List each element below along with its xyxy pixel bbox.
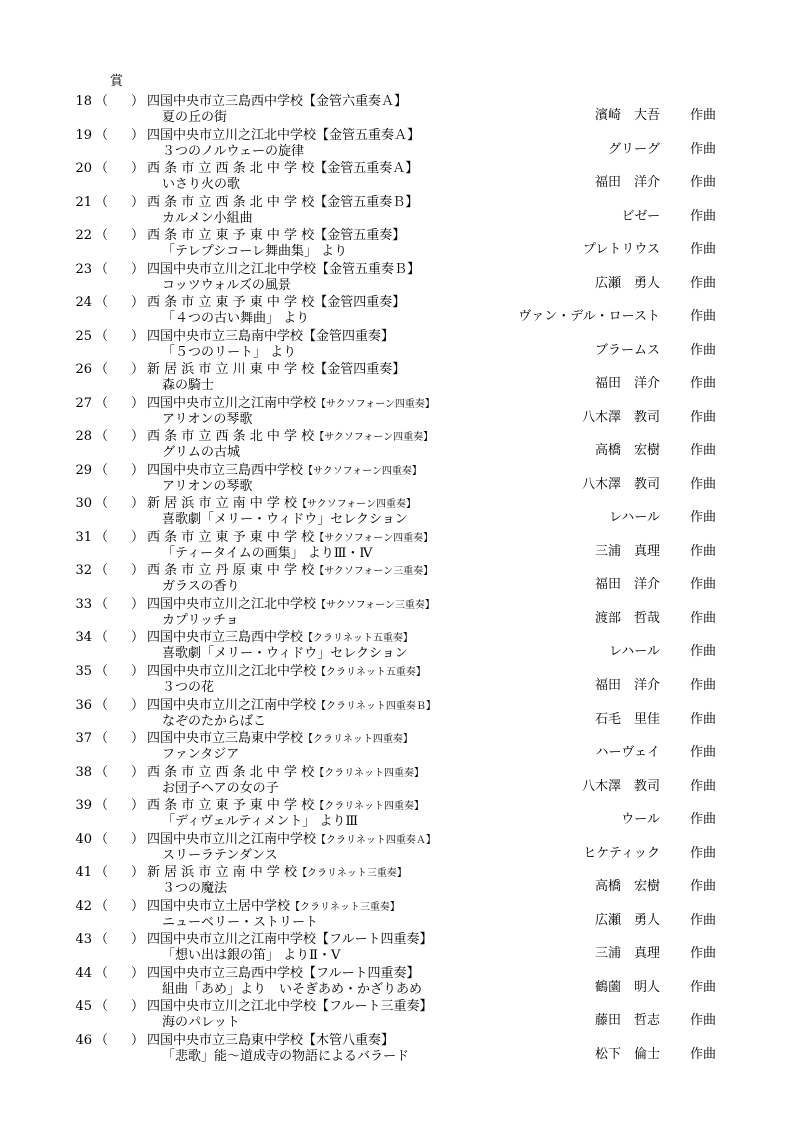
ensemble-type: 【クラリネット三重奏】 <box>297 868 407 880</box>
piece-title: 「ディヴェルティメント」 よりⅢ <box>162 814 359 830</box>
award-paren-open: （ <box>95 228 109 244</box>
composer-name: 広瀬 勇人 <box>594 275 660 291</box>
piece-title: 喜歌劇「メリー・ウィドウ」セレクション <box>162 646 408 662</box>
award-paren-open: （ <box>95 161 109 177</box>
entry-row <box>0 362 794 396</box>
ensemble-type: 【金管五重奏Ｂ】 <box>314 194 419 210</box>
composer-name: 三浦 真理 <box>594 543 660 559</box>
award-paren-open: （ <box>95 932 109 948</box>
school-and-ensemble <box>147 966 420 982</box>
piece-title: 「４つの古い舞曲」 より <box>162 311 310 327</box>
entry-number: 35 <box>75 664 92 679</box>
composer-name: 濱崎 大吾 <box>594 108 660 123</box>
award-paren-open: （ <box>95 563 109 579</box>
entry-number: 28 <box>75 429 92 445</box>
ensemble-type: 【フルート四重奏】 <box>303 965 420 981</box>
school-name: 四国中央市立三島東中学校 <box>147 731 304 747</box>
ensemble-type: 【金管四重奏】 <box>303 328 395 344</box>
school-name: 四国中央市立川之江南中学校 <box>147 697 317 713</box>
award-paren-close: ） <box>131 898 145 914</box>
composer-name: 八木澤 教司 <box>581 409 660 425</box>
award-paren-close: ） <box>131 395 145 411</box>
entry-row <box>0 932 794 966</box>
composer-role: 作曲 <box>690 1046 717 1062</box>
award-paren-close: ） <box>131 965 145 981</box>
ensemble-type: 【クラリネット四重奏】 <box>314 801 425 813</box>
school-and-ensemble <box>147 329 394 345</box>
school-name: 四国中央市立三島西中学校 <box>147 965 304 981</box>
piece-title: ファンタジア <box>162 747 240 763</box>
award-paren-close: ） <box>131 1032 145 1048</box>
school-name: 西 条 市 立 丹 原 東 中 学 校 <box>147 563 315 579</box>
composer-name: 高橋 宏樹 <box>594 879 660 895</box>
piece-title: グリムの古城 <box>162 445 241 461</box>
award-paren-close: ） <box>131 194 145 210</box>
award-paren-close: ） <box>131 932 145 948</box>
entry-number: 25 <box>75 328 92 344</box>
award-paren-open: （ <box>95 831 109 847</box>
school-and-ensemble <box>147 865 407 882</box>
composer-name: 福田 洋介 <box>594 376 660 392</box>
composer-name: 鶴薗 明人 <box>594 979 660 995</box>
school-and-ensemble <box>147 798 424 815</box>
entry-number: 29 <box>75 462 92 478</box>
school-and-ensemble <box>147 262 420 278</box>
award-paren-close: ） <box>131 127 145 143</box>
entry-row <box>0 865 794 899</box>
entry-row <box>0 496 794 530</box>
ensemble-type: 【サクソフォーン三重奏】 <box>316 599 435 611</box>
composer-role: 作曲 <box>690 275 717 291</box>
ensemble-type: 【クラリネット五重奏】 <box>303 633 413 645</box>
award-paren-open: （ <box>95 898 109 914</box>
ensemble-type: 【フルート三重奏】 <box>316 999 433 1015</box>
piece-title: いさり火の歌 <box>162 177 241 193</box>
entry-row <box>0 731 794 765</box>
entry-number: 34 <box>75 630 92 646</box>
composer-role: 作曲 <box>690 879 717 895</box>
composer-role: 作曲 <box>690 476 717 492</box>
award-paren-close: ） <box>131 596 145 612</box>
composer-name: 福田 洋介 <box>594 577 660 593</box>
composer-role: 作曲 <box>690 309 717 325</box>
composer-role: 作曲 <box>690 443 717 459</box>
entry-row <box>0 899 794 933</box>
entry-number: 32 <box>75 563 92 579</box>
composer-role: 作曲 <box>690 342 717 358</box>
school-name: 四国中央市立川之江北中学校 <box>147 261 317 277</box>
ensemble-type: 【金管四重奏】 <box>314 295 406 311</box>
composer-name: プレトリウス <box>582 242 660 258</box>
piece-title: 「５つのリート」 より <box>162 344 297 360</box>
award-paren-close: ） <box>131 462 145 478</box>
piece-title: 組曲「あめ」より いそぎあめ・かざりあめ <box>162 981 423 997</box>
award-paren-open: （ <box>95 529 109 545</box>
piece-title: カルメン小組曲 <box>162 210 253 226</box>
composer-name: 八木澤 教司 <box>581 778 660 794</box>
award-paren-close: ） <box>131 865 145 881</box>
school-and-ensemble <box>147 396 435 413</box>
award-paren-open: （ <box>95 429 109 445</box>
school-and-ensemble <box>147 530 433 547</box>
award-paren-close: ） <box>131 429 145 445</box>
piece-title: ３つの魔法 <box>162 881 228 897</box>
composer-name: 松下 倫士 <box>594 1046 660 1062</box>
entry-row <box>0 966 794 1000</box>
school-name: 四国中央市立川之江南中学校 <box>147 395 317 411</box>
award-paren-close: ） <box>131 999 145 1015</box>
entry-row <box>0 128 794 162</box>
composer-role: 作曲 <box>690 845 717 861</box>
ensemble-type: 【金管五重奏Ｂ】 <box>316 261 421 277</box>
piece-title: ガラスの香り <box>162 579 240 595</box>
entry-number: 20 <box>75 161 92 177</box>
school-name: 四国中央市立三島西中学校 <box>147 630 304 646</box>
composer-name: ヒケティック <box>583 845 660 861</box>
piece-title: お団子ヘアの女の子 <box>162 780 279 796</box>
award-paren-close: ） <box>131 731 145 747</box>
school-and-ensemble <box>147 698 436 715</box>
entry-number: 42 <box>75 898 92 914</box>
school-and-ensemble <box>147 899 400 916</box>
school-name: 西 条 市 立 東 予 東 中 学 校 <box>147 295 315 311</box>
piece-title: ３つの花 <box>162 680 215 695</box>
composer-name: 三浦 真理 <box>594 946 660 962</box>
school-and-ensemble <box>147 195 418 211</box>
school-name: 西 条 市 立 東 予 東 中 学 校 <box>147 798 315 814</box>
entry-number: 26 <box>75 362 92 378</box>
school-name: 四国中央市立土居中学校 <box>147 898 291 914</box>
award-paren-open: （ <box>95 1032 109 1048</box>
composer-role: 作曲 <box>690 376 717 392</box>
composer-name: 福田 洋介 <box>594 175 660 191</box>
school-name: 新 居 浜 市 立 川 東 中 学 校 <box>147 362 315 378</box>
award-paren-close: ） <box>131 161 145 177</box>
school-and-ensemble <box>147 932 433 948</box>
school-and-ensemble <box>147 496 416 513</box>
piece-title: 「テレプシコーレ舞曲集」 より <box>162 244 348 260</box>
entry-row <box>0 1033 794 1067</box>
award-paren-close: ） <box>131 764 145 780</box>
school-and-ensemble <box>147 563 433 580</box>
award-paren-close: ） <box>131 261 145 277</box>
entry-number: 30 <box>75 496 92 512</box>
school-name: 四国中央市立三島南中学校 <box>147 328 304 344</box>
school-and-ensemble <box>147 295 405 311</box>
school-and-ensemble <box>147 664 426 681</box>
composer-role: 作曲 <box>690 577 717 593</box>
award-column-header: 賞 <box>110 74 124 89</box>
piece-title: 「ティータイムの画集」 よりⅢ・Ⅳ <box>162 545 373 561</box>
school-name: 西 条 市 立 東 予 東 中 学 校 <box>147 228 315 244</box>
school-name: 西 条 市 立 西 条 北 中 学 校 <box>147 429 315 445</box>
award-paren-close: ） <box>131 798 145 814</box>
entry-row <box>0 195 794 229</box>
school-name: 四国中央市立三島西中学校 <box>147 94 304 109</box>
entry-row <box>0 698 794 732</box>
piece-title: コッツウォルズの風景 <box>162 277 291 293</box>
award-paren-close: ） <box>131 664 145 679</box>
composer-role: 作曲 <box>690 610 717 626</box>
school-and-ensemble <box>147 1033 394 1049</box>
entry-number: 43 <box>75 932 92 948</box>
entry-row <box>0 429 794 463</box>
composer-role: 作曲 <box>690 543 717 559</box>
composer-role: 作曲 <box>690 1013 717 1029</box>
ensemble-type: 【サクソフォーン四重奏】 <box>316 398 435 410</box>
composer-role: 作曲 <box>690 208 717 224</box>
composer-name: 渡部 哲哉 <box>594 610 660 626</box>
entry-number: 19 <box>75 127 92 143</box>
piece-title: スリーラテンダンス <box>162 847 278 863</box>
entry-number: 41 <box>75 865 92 881</box>
piece-title: 「想い出は銀の笛」 よりⅡ・Ⅴ <box>162 948 341 964</box>
piece-title: 海のパレット <box>162 1015 240 1031</box>
entry-row <box>0 262 794 296</box>
ensemble-type: 【クラリネット四重奏】 <box>303 734 413 746</box>
entry-number: 45 <box>75 999 92 1015</box>
ensemble-type: 【金管五重奏Ａ】 <box>314 161 419 177</box>
award-paren-open: （ <box>95 295 109 311</box>
award-paren-open: （ <box>95 127 109 143</box>
entry-row <box>0 94 794 128</box>
piece-title: アリオンの琴歌 <box>162 478 253 494</box>
composer-name: ビゼー <box>621 208 660 224</box>
composer-name: グリーグ <box>607 141 660 157</box>
award-paren-open: （ <box>95 496 109 512</box>
ensemble-type: 【クラリネット四重奏Ａ】 <box>316 834 436 846</box>
composer-name: ブラームス <box>594 342 660 358</box>
composer-name: ウール <box>621 812 660 828</box>
ensemble-type: 【クラリネット四重奏Ｂ】 <box>316 700 436 712</box>
entry-number: 36 <box>75 697 92 713</box>
piece-title: ニューベリー・ストリート <box>162 914 319 930</box>
entry-row <box>0 396 794 430</box>
school-name: 四国中央市立三島東中学校 <box>147 1032 304 1048</box>
entry-row <box>0 765 794 799</box>
ensemble-type: 【サクソフォーン三重奏】 <box>314 566 434 578</box>
award-paren-open: （ <box>95 596 109 612</box>
school-and-ensemble <box>147 463 422 480</box>
school-and-ensemble <box>147 999 433 1015</box>
entry-row <box>0 999 794 1033</box>
entry-row <box>0 228 794 262</box>
ensemble-type: 【サクソフォーン四重奏】 <box>297 499 416 511</box>
entry-row <box>0 295 794 329</box>
school-name: 西 条 市 立 西 条 北 中 学 校 <box>147 161 315 177</box>
school-name: 西 条 市 立 東 予 東 中 学 校 <box>147 529 315 545</box>
award-paren-close: ） <box>131 563 145 579</box>
composer-name: レハール <box>609 510 660 526</box>
composer-role: 作曲 <box>690 175 717 191</box>
school-and-ensemble <box>147 630 413 647</box>
school-and-ensemble <box>147 94 407 110</box>
composer-name: レハール <box>609 644 660 660</box>
school-name: 新 居 浜 市 立 南 中 学 校 <box>147 496 298 512</box>
award-paren-open: （ <box>95 261 109 277</box>
composer-role: 作曲 <box>690 778 717 794</box>
composer-role: 作曲 <box>690 644 717 660</box>
school-name: 四国中央市立川之江北中学校 <box>147 127 317 143</box>
composer-name: 高橋 宏樹 <box>594 443 660 459</box>
school-name: 四国中央市立川之江北中学校 <box>147 664 317 679</box>
award-paren-close: ） <box>131 630 145 646</box>
award-paren-close: ） <box>131 697 145 713</box>
award-paren-close: ） <box>131 295 145 311</box>
piece-title: なぞのたからばこ <box>162 713 267 729</box>
ensemble-type: 【サクソフォーン四重奏】 <box>303 465 422 477</box>
entry-row <box>0 329 794 363</box>
school-and-ensemble <box>147 228 405 244</box>
composer-role: 作曲 <box>690 979 717 995</box>
school-and-ensemble <box>147 161 418 177</box>
ensemble-type: 【金管四重奏】 <box>314 362 406 378</box>
award-paren-open: （ <box>95 362 109 378</box>
composer-name: 藤田 哲志 <box>594 1013 660 1029</box>
piece-title: 喜歌劇「メリー・ウィドウ」セレクション <box>162 512 408 528</box>
entry-row <box>0 530 794 564</box>
entry-row <box>0 161 794 195</box>
composer-role: 作曲 <box>690 711 717 727</box>
piece-title: 森の騎士 <box>162 378 215 394</box>
school-and-ensemble <box>147 429 433 446</box>
composer-name: 石毛 里佳 <box>594 711 660 727</box>
award-paren-close: ） <box>131 94 145 109</box>
entry-row <box>0 597 794 631</box>
school-name: 四国中央市立川之江北中学校 <box>147 999 317 1015</box>
piece-title: アリオンの琴歌 <box>162 411 253 427</box>
entry-number: 37 <box>75 731 92 747</box>
award-paren-close: ） <box>131 228 145 244</box>
award-paren-open: （ <box>95 999 109 1015</box>
composer-role: 作曲 <box>690 510 717 526</box>
award-paren-open: （ <box>95 462 109 478</box>
school-and-ensemble <box>147 832 436 849</box>
award-paren-open: （ <box>95 865 109 881</box>
ensemble-type: 【フルート四重奏】 <box>316 932 433 948</box>
school-name: 西 条 市 立 西 条 北 中 学 校 <box>147 764 315 780</box>
award-paren-close: ） <box>131 496 145 512</box>
composer-role: 作曲 <box>690 678 717 693</box>
piece-title: カプリッチョ <box>162 612 239 628</box>
ensemble-type: 【金管五重奏】 <box>314 228 406 244</box>
ensemble-type: 【サクソフォーン四重奏】 <box>314 532 434 544</box>
composer-name: 八木澤 教司 <box>581 476 660 492</box>
award-paren-close: ） <box>131 362 145 378</box>
entry-row <box>0 664 794 698</box>
piece-title: 夏の丘の街 <box>162 110 228 125</box>
ensemble-type: 【サクソフォーン四重奏】 <box>314 432 434 444</box>
ensemble-type: 【クラリネット五重奏】 <box>316 667 426 678</box>
ensemble-type: 【金管五重奏Ａ】 <box>316 127 421 143</box>
composer-role: 作曲 <box>690 812 717 828</box>
award-paren-open: （ <box>95 798 109 814</box>
award-paren-open: （ <box>95 764 109 780</box>
award-paren-open: （ <box>95 965 109 981</box>
school-and-ensemble <box>147 597 435 614</box>
entry-row <box>0 630 794 664</box>
award-paren-open: （ <box>95 630 109 646</box>
entry-number: 33 <box>75 596 92 612</box>
entry-number: 39 <box>75 798 92 814</box>
entry-number: 22 <box>75 228 92 244</box>
school-and-ensemble <box>147 362 405 378</box>
entry-row <box>0 463 794 497</box>
award-paren-open: （ <box>95 697 109 713</box>
school-and-ensemble <box>147 128 420 144</box>
composer-role: 作曲 <box>690 242 717 258</box>
award-paren-open: （ <box>95 194 109 210</box>
composer-role: 作曲 <box>690 409 717 425</box>
entry-row <box>0 798 794 832</box>
piece-title: ３つのノルウェーの旋律 <box>162 143 304 159</box>
entry-number: 46 <box>75 1032 92 1048</box>
composer-name: 福田 洋介 <box>594 678 660 693</box>
award-paren-close: ） <box>131 529 145 545</box>
piece-title: 「悲歌」能～道成寺の物語によるバラード <box>162 1048 410 1064</box>
composer-name: 広瀬 勇人 <box>594 912 660 928</box>
entry-number: 44 <box>75 965 92 981</box>
composer-name: ハーヴェイ <box>595 745 660 761</box>
entry-number: 18 <box>75 94 92 109</box>
award-paren-close: ） <box>131 328 145 344</box>
school-name: 四国中央市立川之江北中学校 <box>147 596 317 612</box>
ensemble-type: 【クラリネット四重奏】 <box>314 767 425 779</box>
school-and-ensemble <box>147 731 413 748</box>
award-paren-open: （ <box>95 328 109 344</box>
entry-row <box>0 563 794 597</box>
entry-number: 27 <box>75 395 92 411</box>
award-paren-close: ） <box>131 831 145 847</box>
school-and-ensemble <box>147 765 424 782</box>
entry-number: 24 <box>75 295 92 311</box>
entry-number: 40 <box>75 831 92 847</box>
ensemble-type: 【金管六重奏Ａ】 <box>303 94 408 109</box>
composer-role: 作曲 <box>690 946 717 962</box>
award-paren-open: （ <box>95 94 109 109</box>
composer-role: 作曲 <box>690 912 717 928</box>
ensemble-type: 【木管八重奏】 <box>303 1032 395 1048</box>
entry-number: 21 <box>75 194 92 210</box>
entry-number: 23 <box>75 261 92 277</box>
award-paren-open: （ <box>95 731 109 747</box>
award-paren-open: （ <box>95 395 109 411</box>
composer-role: 作曲 <box>690 108 717 123</box>
entry-number: 31 <box>75 529 92 545</box>
school-name: 四国中央市立川之江南中学校 <box>147 932 317 948</box>
school-name: 西 条 市 立 西 条 北 中 学 校 <box>147 194 315 210</box>
ensemble-type: 【クラリネット三重奏】 <box>290 901 400 913</box>
award-paren-open: （ <box>95 664 109 679</box>
entry-number: 38 <box>75 764 92 780</box>
composer-role: 作曲 <box>690 745 717 761</box>
school-name: 新 居 浜 市 立 南 中 学 校 <box>147 865 298 881</box>
composer-name: ヴァン・デル・ロースト <box>518 309 660 325</box>
school-name: 四国中央市立三島西中学校 <box>147 462 304 478</box>
entry-row <box>0 832 794 866</box>
composer-role: 作曲 <box>690 141 717 157</box>
school-name: 四国中央市立川之江南中学校 <box>147 831 317 847</box>
